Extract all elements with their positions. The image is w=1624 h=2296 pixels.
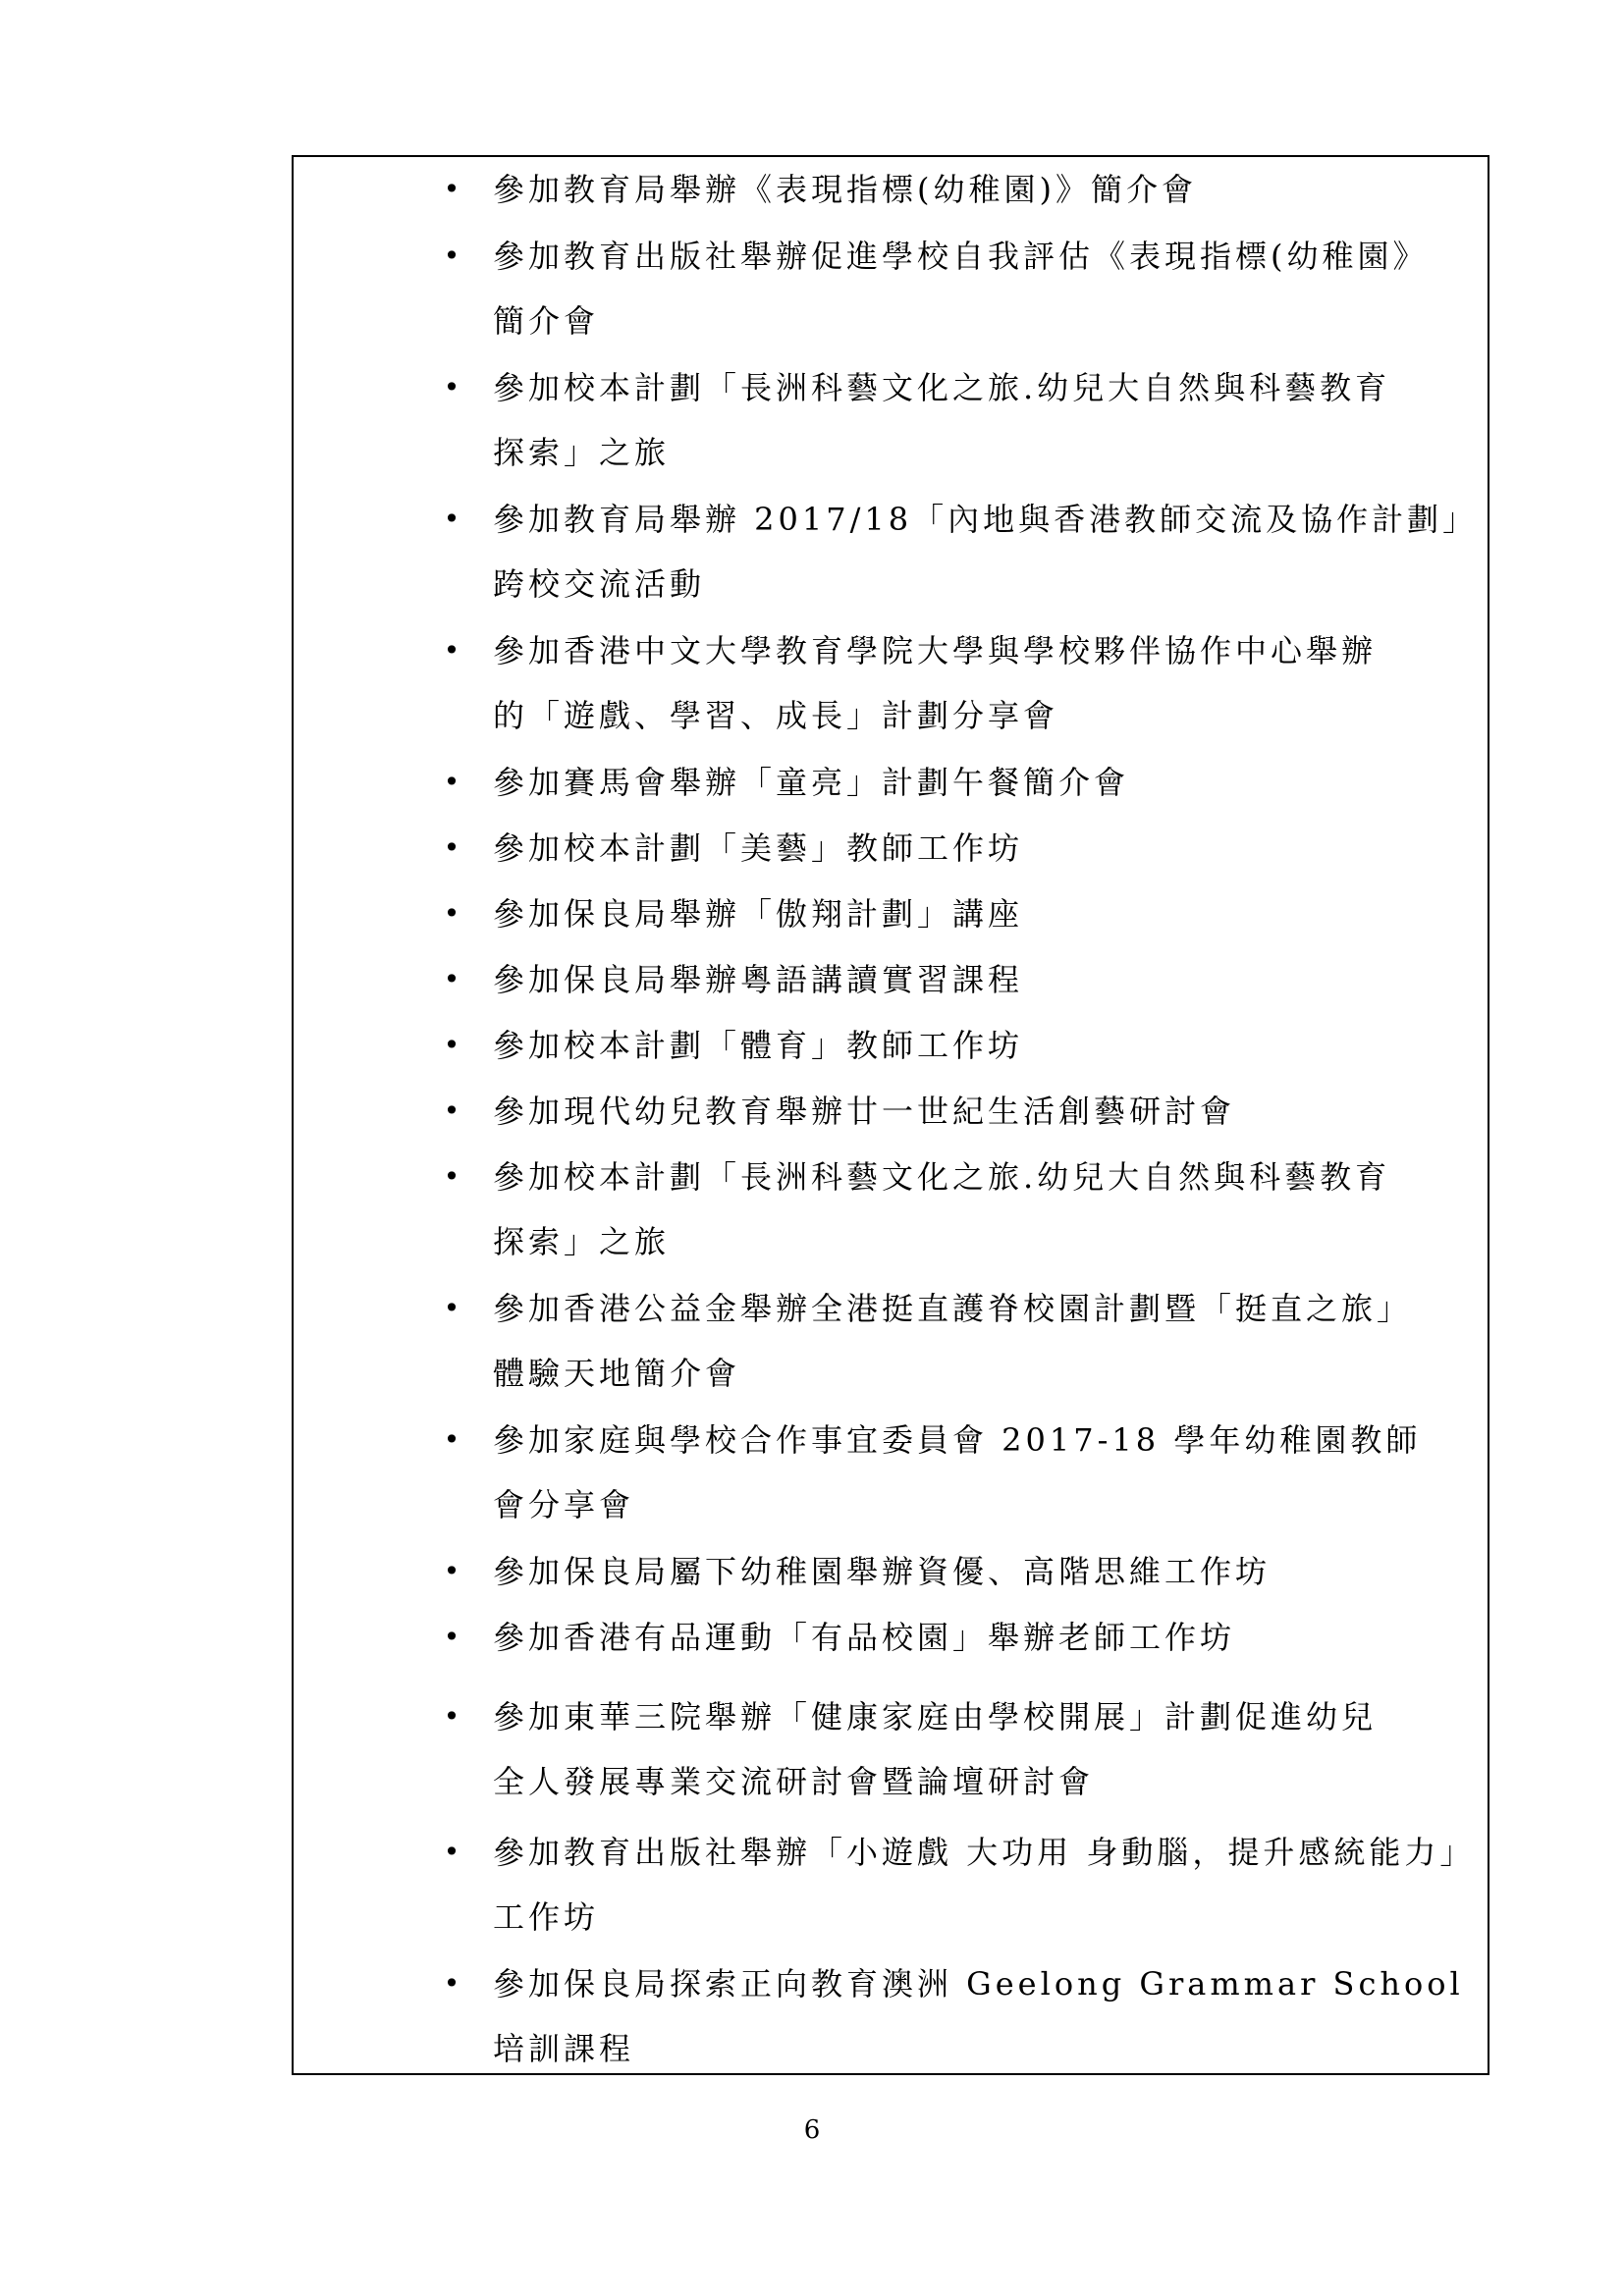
list-item-text: 參加東華三院舉辦「健康家庭由學校開展」計劃促進幼兒 全人發展專業交流研討會暨論壇研討會 — [493, 1698, 1378, 1800]
bullet-icon: • — [443, 1700, 460, 1733]
list-item-text: 參加賽馬會舉辦「童亮」計劃午餐簡介會 — [493, 764, 1130, 801]
list-item-text: 參加現代幼兒教育舉辦廿一世紀生活創藝研討會 — [493, 1093, 1236, 1130]
bullet-icon: • — [443, 766, 460, 798]
list-item-text: 參加校本計劃「長洲科藝文化之旅.幼兒大自然與科藝教育 探索」之旅 — [493, 1158, 1391, 1260]
list-item-text: 參加校本計劃「美藝」教師工作坊 — [493, 829, 1024, 867]
list-item-text: 參加香港公益金舉辦全港挺直護脊校園計劃暨「挺直之旅」 體驗天地簡介會 — [493, 1290, 1413, 1392]
page-number: 6 — [803, 2115, 821, 2145]
bullet-icon: • — [443, 963, 460, 995]
bullet-icon: • — [443, 1160, 460, 1193]
bullet-icon: • — [443, 1292, 460, 1324]
bullet-icon: • — [443, 634, 460, 667]
list-item-text: 參加保良局舉辦粵語講讀實習課程 — [493, 961, 1024, 998]
bullet-icon: • — [443, 240, 460, 272]
list-item-text: 參加教育出版社舉辦「小遊戲 大功用 身動腦，提升感統能力」 工作坊 — [493, 1834, 1476, 1936]
bullet-icon: • — [443, 1967, 460, 2000]
list-item-text: 參加校本計劃「長洲科藝文化之旅.幼兒大自然與科藝教育 探索」之旅 — [493, 369, 1391, 471]
list-item-text: 參加家庭與學校合作事宜委員會 2017-18 學年幼稚園教師 會分享會 — [493, 1421, 1422, 1523]
list-item-text: 參加保良局屬下幼稚園舉辦資優、高階思維工作坊 — [493, 1553, 1272, 1590]
bullet-icon: • — [443, 503, 460, 535]
bullet-icon: • — [443, 371, 460, 403]
bullet-icon: • — [443, 1836, 460, 1868]
bullet-icon: • — [443, 1029, 460, 1061]
bullet-icon: • — [443, 1423, 460, 1456]
list-item-text: 參加香港中文大學教育學院大學與學校夥伴協作中心舉辦 的「遊戲、學習、成長」計劃分享會 — [493, 632, 1378, 734]
list-item-text: 參加香港有品運動「有品校園」舉辦老師工作坊 — [493, 1619, 1236, 1656]
list-item-text: 參加教育出版社舉辦促進學校自我評估《表現指標(幼稚園》 簡介會 — [493, 238, 1429, 340]
list-item-text: 參加保良局舉辦「傲翔計劃」講座 — [493, 895, 1024, 933]
list-item-text: 參加保良局探索正向教育澳洲 Geelong Grammar School 培訓課程 — [493, 1965, 1464, 2067]
bullet-icon: • — [443, 831, 460, 864]
list-item-text: 參加教育局舉辦 2017/18「內地與香港教師交流及協作計劃」 跨校交流活動 — [493, 501, 1479, 603]
list-item-text: 參加教育局舉辦《表現指標(幼稚園)》簡介會 — [493, 171, 1197, 208]
bullet-icon: • — [443, 173, 460, 205]
list-item-text: 參加校本計劃「體育」教師工作坊 — [493, 1027, 1024, 1064]
bullet-icon: • — [443, 1555, 460, 1587]
bullet-icon: • — [443, 1095, 460, 1127]
bullet-icon: • — [443, 1621, 460, 1653]
bullet-icon: • — [443, 897, 460, 930]
